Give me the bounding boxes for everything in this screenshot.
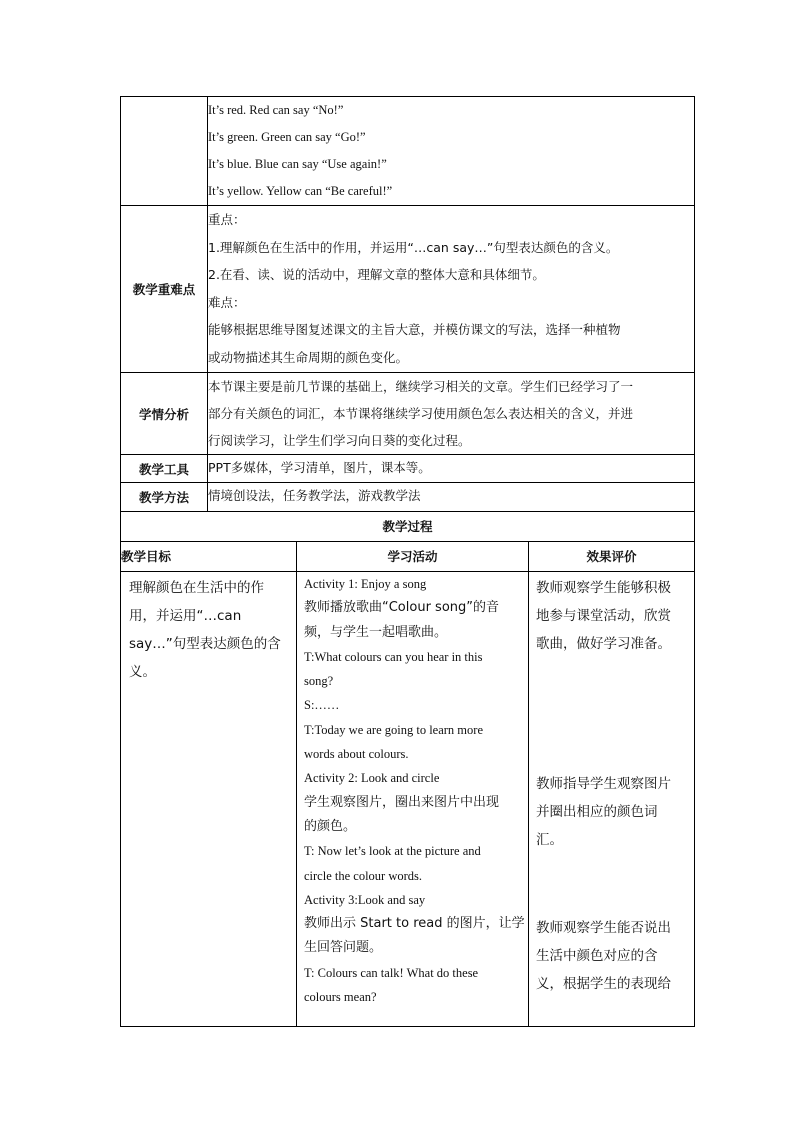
goal-line: 用，并运用“…can bbox=[129, 608, 242, 624]
activity-line: Activity 2: Look and circle bbox=[304, 771, 440, 786]
process-body-row bbox=[121, 572, 695, 1027]
content-line: It’s red. Red can say “No!” bbox=[208, 103, 344, 117]
goal-line: say…”句型表达颜色的含 bbox=[129, 636, 281, 652]
activity-line: 教师出示 Start to read 的图片，让学 bbox=[304, 916, 525, 932]
activity-line: Activity 1: Enjoy a song bbox=[304, 577, 427, 591]
methods-text: 情境创设法，任务教学法，游戏教学法 bbox=[208, 488, 421, 503]
evaluation-header: 效果评价 bbox=[529, 542, 695, 572]
evaluation-line: 教师观察学生能否说出 bbox=[536, 920, 671, 936]
goal-header: 教学目标 bbox=[121, 542, 297, 572]
goal-line: 理解颜色在生活中的作 bbox=[129, 580, 264, 596]
evaluation-line: 并圈出相应的颜色词 bbox=[536, 804, 658, 820]
activity-line: colours mean? bbox=[304, 990, 377, 1005]
content-text-cell bbox=[208, 97, 695, 206]
activity-line: S:…… bbox=[304, 698, 340, 713]
evaluation-block-2 bbox=[536, 770, 686, 914]
activity-line: T: Colours can talk! What do these bbox=[304, 965, 479, 980]
evaluation-line: 义，根据学生的表现给 bbox=[536, 976, 671, 992]
process-header-row bbox=[121, 542, 695, 572]
student-analysis-line: 部分有关颜色的词汇，本节课将继续学习使用颜色怎么表达相关的含义，并进 bbox=[208, 406, 634, 421]
activity-line: words about colours. bbox=[304, 747, 409, 762]
activity-line: 频，与学生一起唱歌曲。 bbox=[304, 624, 448, 640]
content-label-cell bbox=[121, 97, 208, 206]
goal-cell bbox=[121, 572, 297, 1027]
content-line: It’s blue. Blue can say “Use again!” bbox=[208, 157, 387, 171]
key-points-line: 1.理解颜色在生活中的作用，并运用“…can say…”句型表达颜色的含义。 bbox=[208, 239, 619, 255]
student-analysis-line: 本节课主要是前几节课的基础上，继续学习相关的文章。学生们已经学习了一 bbox=[208, 379, 634, 394]
evaluation-block-3 bbox=[536, 914, 686, 998]
evaluation-line: 生活中颜色对应的含 bbox=[536, 948, 658, 964]
methods-label: 教学方法 bbox=[121, 483, 208, 512]
tools-text: PPT多媒体，学习清单，图片，课本等。 bbox=[208, 460, 431, 475]
activity-header: 学习活动 bbox=[297, 542, 529, 572]
evaluation-line: 教师指导学生观察图片 bbox=[536, 776, 671, 792]
process-title-row bbox=[121, 512, 695, 542]
methods-row bbox=[121, 483, 695, 512]
key-points-line: 能够根据思维导图复述课文的主旨大意，并模仿课文的写法，选择一种植物 bbox=[208, 322, 621, 338]
activity-line: T:What colours can you hear in this bbox=[304, 649, 483, 664]
activity-line: 学生观察图片，圈出来图片中出现 bbox=[304, 794, 500, 810]
key-points-line: 难点： bbox=[208, 294, 246, 310]
tools-text-cell bbox=[208, 455, 695, 483]
activity-line: T: Now let’s look at the picture and bbox=[304, 844, 481, 859]
evaluation-line: 歌曲，做好学习准备。 bbox=[536, 636, 671, 652]
evaluation-line: 汇。 bbox=[536, 832, 563, 848]
student-analysis-row bbox=[121, 373, 695, 455]
activity-line: Activity 3:Look and say bbox=[304, 892, 426, 907]
activity-line: 教师播放歌曲“Colour song”的音 bbox=[304, 600, 500, 616]
evaluation-block-1 bbox=[536, 574, 686, 770]
key-points-line: 或动物描述其生命周期的颜色变化。 bbox=[208, 349, 409, 365]
activity-line: 的颜色。 bbox=[304, 818, 357, 834]
student-analysis-line: 行阅读学习，让学生们学习向日葵的变化过程。 bbox=[208, 433, 471, 448]
key-points-label: 教学重难点 bbox=[121, 206, 208, 373]
key-points-line: 2.在看、读、说的活动中，理解文章的整体大意和具体细节。 bbox=[208, 267, 545, 283]
student-analysis-text-cell bbox=[208, 373, 695, 455]
key-points-row bbox=[121, 206, 695, 373]
tools-row bbox=[121, 455, 695, 483]
lesson-plan-table bbox=[120, 96, 695, 1027]
methods-text-cell bbox=[208, 483, 695, 512]
key-points-text-cell bbox=[208, 206, 695, 373]
tools-label: 教学工具 bbox=[121, 455, 208, 483]
key-points-line: 重点： bbox=[208, 212, 246, 227]
activity-line: T:Today we are going to learn more bbox=[304, 722, 483, 737]
activity-line: 生回答问题。 bbox=[304, 940, 383, 956]
student-analysis-label: 学情分析 bbox=[121, 373, 208, 455]
evaluation-line: 教师观察学生能够积极 bbox=[536, 580, 671, 596]
activity-cell bbox=[297, 572, 529, 1027]
evaluation-line: 地参与课堂活动，欣赏 bbox=[536, 608, 671, 624]
goal-line: 义。 bbox=[129, 664, 156, 680]
evaluation-cell bbox=[529, 572, 695, 1027]
process-title: 教学过程 bbox=[121, 512, 695, 542]
content-line: It’s green. Green can say “Go!” bbox=[208, 130, 366, 144]
content-line: It’s yellow. Yellow can “Be careful!” bbox=[208, 184, 393, 198]
activity-line: song? bbox=[304, 674, 334, 689]
content-row bbox=[121, 97, 695, 206]
activity-line: circle the colour words. bbox=[304, 868, 423, 883]
